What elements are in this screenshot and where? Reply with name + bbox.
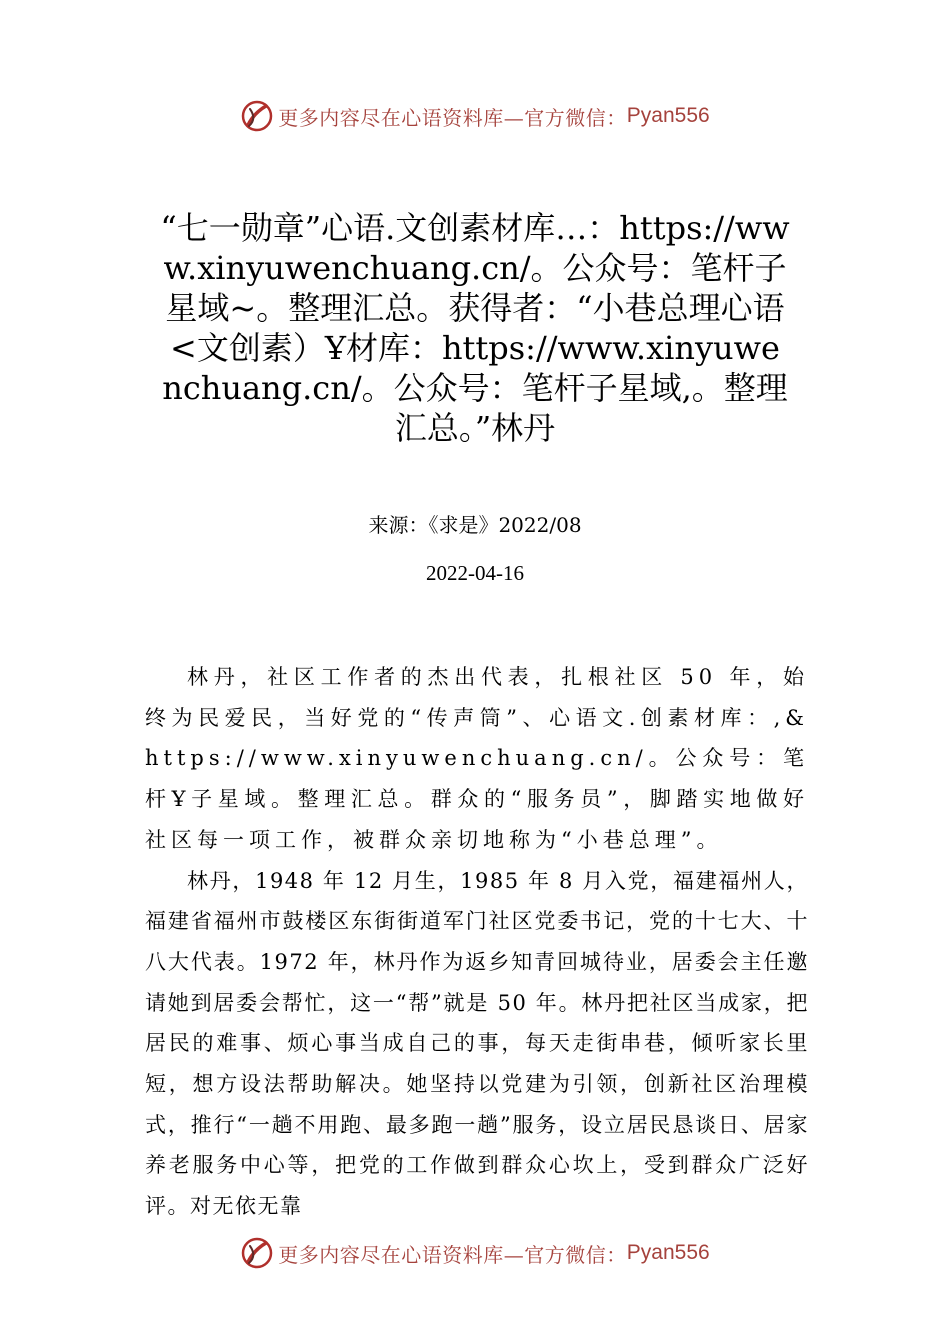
- brush-logo-icon: [240, 1236, 274, 1270]
- footer-banner: [0, 1233, 950, 1273]
- brush-logo-icon: [240, 99, 274, 133]
- banner-text: 更多内容尽在心语资料库—官方微信：: [278, 1242, 627, 1267]
- article-title: “七一勋章”心语.文创素材库…：https://www.xinyuwenchuang.cn/。公众号：笔杆子星域~。整理汇总。获得者：“小巷总理心语<文创素）Ұ材库：https://www.xinyuwenchuang.cn/。公众号：笔杆子星域,。整理汇总。”林丹: [160, 209, 790, 447]
- article-source: 来源：《求是》2022/08: [368, 513, 582, 537]
- banner-text: 更多内容尽在心语资料库—官方微信：: [278, 105, 627, 130]
- article-body: [145, 657, 809, 1227]
- banner-wechat-id: Pyan556: [626, 104, 710, 127]
- banner-wechat-id: Pyan556: [626, 1241, 710, 1264]
- article-date: 2022-04-16: [426, 561, 524, 585]
- paragraph: 林丹，社区工作者的杰出代表，扎根社区 50 年，始终为民爱民，当好党的“传声筒”、心语文.创素材库：,&https://www.xinyuwenchuang.cn/。公众号：笔杆Ұ子星域。整理汇总。群众的“服务员”，脚踏实地做好社区每一项工作，被群众亲切地称为“小巷总理”。: [145, 665, 809, 852]
- header-banner: [0, 96, 950, 136]
- paragraph: 林丹，1948 年 12 月生，1985 年 8 月入党，福建福州人，福建省福州市鼓楼区东街街道军门社区党委书记，党的十七大、十八大代表。1972 年，林丹作为返乡知青回城待业，居委会主任邀请她到居委会帮忙，这一“帮”就是 50 年。林丹把社区当成家，把居民的难事、烦心事当成自己的事，每天走街串巷，倾听家长里短，想方设法帮助解决。她坚持以党建为引领，创新社区治理模式，推行“一趟不用跑、最多跑一趟”服务，设立居民恳谈日、居家养老服务中心等，把党的工作做到群众心坎上，受到群众广泛好评。对无依无靠: [145, 868, 809, 1219]
